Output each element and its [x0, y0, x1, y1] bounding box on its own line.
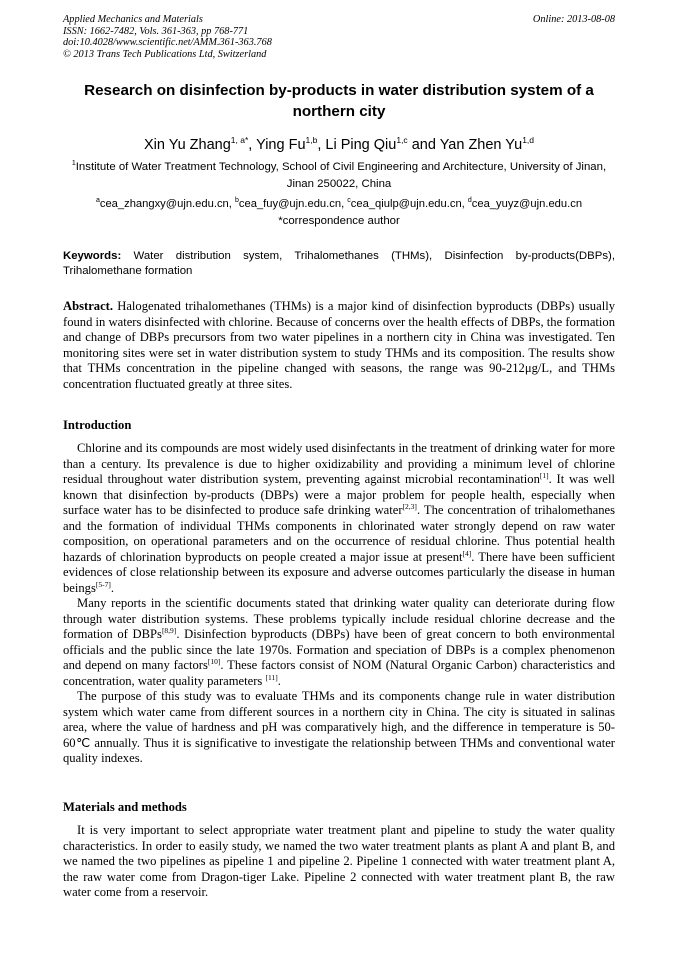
- journal-header: [63, 14, 615, 60]
- citation-ref[interactable]: [10]: [207, 657, 221, 666]
- methods-body: [63, 823, 615, 901]
- copyright-line: © 2013 Trans Tech Publications Ltd, Switzerland: [63, 48, 267, 60]
- introduction-heading: Introduction: [63, 418, 132, 432]
- paragraph-text: . There have been sufficient evidences of close relationship between its exposure and adverse outcomes particularly the disease in human beings: [63, 549, 615, 595]
- email-address[interactable]: cea_qiulp@ujn.edu.cn: [350, 198, 462, 210]
- author-affil-sup: 1,c: [396, 135, 408, 145]
- citation-ref[interactable]: [2,3]: [402, 502, 417, 511]
- email-separator: ,: [228, 198, 235, 210]
- journal-name: Applied Mechanics and Materials: [63, 14, 203, 25]
- author-name: Yan Zhen Yu: [439, 137, 523, 153]
- author-separator: and: [407, 137, 440, 153]
- paragraph-text: . It was well known that disinfection by-products (DBPs) were a major problem for people health, especially when surface water has to be disinfected to produce safe drinking water: [63, 472, 615, 517]
- author-affil-sup: 1, a*: [230, 135, 249, 145]
- author-separator: ,: [248, 137, 257, 153]
- email-list: [60, 193, 618, 212]
- email-sup: c: [347, 197, 351, 204]
- affiliation-sup: 1: [71, 160, 76, 167]
- body-paragraph: [63, 441, 615, 596]
- citation-ref[interactable]: [5-7]: [95, 579, 111, 589]
- email-separator: ,: [341, 198, 348, 210]
- body-paragraph: [63, 823, 615, 901]
- citation-ref[interactable]: [1]: [539, 471, 549, 480]
- body-paragraph: [63, 689, 615, 767]
- paragraph-text: . The concentration of trihalomethanes and the formation of individual THMs components in chlorinated water strongly depend on raw water composition, on operational parameters and on the occurrence of residual chlorine. Thus potential health hazards of chlorination byproducts on people created a major issue at present: [63, 503, 615, 564]
- email-address[interactable]: cea_yuyz@ujn.edu.cn: [471, 198, 583, 210]
- paragraph-text: It is very important to select appropriate water treatment plant and pipeline to study the water quality characteristics. In order to easily study, we named the two water treatment plants as plant A and plant B, and we named the two pipelines as pipeline 1 and pipeline 2. Pipeline 1 connected with water treatment plant A, the raw water come from Dragon-tiger Lake. Pipeline 2 connected with water treatment plant B, the raw water come from a reservoir.: [63, 823, 615, 899]
- email-sup: b: [234, 197, 239, 204]
- paragraph-text: Chlorine and its compounds are most widely used disinfectants in the treatment of drinking water for more than a century. Its prevalence is due to higher oxidizability and providing a minimum level of chlorine residual throughout water distribution system, preventing against microbial recontamination: [63, 441, 615, 486]
- author-separator: ,: [317, 137, 326, 153]
- body-paragraph: [63, 596, 615, 689]
- author-list: [60, 131, 618, 154]
- paragraph-text: The purpose of this study was to evaluate THMs and its components change rule in water distribution system which water came from different sources in a northern city in China. The city is situated in salinas area, where the value of hardness and pH was comparatively high, and the difference in temperature is 50-60℃ annually. Thus it is significative to investigate the relationship between THMs and conventional water quality indexes.: [63, 689, 615, 765]
- abstract-block: [63, 299, 615, 392]
- author-name: Ying Fu: [256, 137, 306, 153]
- citation-ref[interactable]: [8,9]: [161, 626, 177, 635]
- online-date: Online: 2013-08-08: [532, 14, 615, 25]
- email-address[interactable]: cea_zhangxy@ujn.edu.cn: [99, 198, 229, 210]
- affiliation-text: Institute of Water Treatment Technology, School of Civil Engineering and Architecture, University of Jinan, Jinan 250022, China: [75, 161, 607, 190]
- keywords-block: [63, 249, 615, 279]
- author-name: Xin Yu Zhang: [143, 137, 231, 153]
- email-sup: d: [467, 197, 472, 204]
- paragraph-text: .: [277, 673, 281, 688]
- email-separator: ,: [461, 198, 468, 210]
- email-sup: a: [95, 197, 100, 204]
- methods-heading: Materials and methods: [63, 800, 187, 814]
- keywords-text: Water distribution system, Trihalomethanes (THMs), Disinfection by-products(DBPs), Trihalomethane formation: [63, 250, 615, 277]
- abstract-text: Halogenated trihalomethanes (THMs) is a major kind of disinfection byproducts (DBPs) usually found in waters disinfected with chlorine. Because of concerns over the health effects of DBPs, the formation and change of DBPs precursors from two water pipelines in a northern city in China was investigated. Ten monitoring sites were set in water distribution system to study THMs and its composition. The results show that THMs concentration in the pipeline changed with seasons, the range was 90-212μg/L, and THMs concentration fluctuated greatly at three sites.: [63, 299, 615, 391]
- email-address[interactable]: cea_fuy@ujn.edu.cn: [238, 198, 342, 210]
- author-affil-sup: 1,b: [305, 135, 318, 145]
- keywords-label: Keywords:: [63, 250, 122, 262]
- citation-ref[interactable]: [11]: [265, 672, 278, 682]
- author-affil-sup: 1,d: [522, 135, 535, 145]
- doi-line: doi:10.4028/www.scientific.net/AMM.361-363.768: [63, 37, 272, 49]
- citation-ref[interactable]: [4]: [462, 548, 472, 558]
- author-name: Li Ping Qiu: [325, 137, 397, 153]
- paragraph-text: Many reports in the scientific documents stated that drinking water quality can deteriorate during flow through water distribution systems. These problems typically include residual chlorine decrease and the formation of DBPs: [63, 596, 615, 641]
- abstract-label: Abstract.: [63, 299, 114, 313]
- paragraph-text: . These factors consist of NOM (Natural Organic Carbon) characteristics and concentration, water quality parameters: [63, 658, 615, 688]
- affiliation: [63, 155, 615, 193]
- paragraph-text: .: [110, 580, 115, 595]
- paragraph-text: . Disinfection byproducts (DBPs) have been of great concern to both environmental officials and the public since the late 1970s. Formation and speciation of DBPs is a complex phenomenon and depend on many factors: [63, 627, 615, 672]
- issn-line: ISSN: 1662-7482, Vols. 361-363, pp 768-771: [63, 25, 249, 37]
- paper-title: Research on disinfection by-products in water distribution system of a northern city: [84, 82, 594, 120]
- introduction-body: [63, 441, 615, 767]
- correspondence-note: *correspondence author: [278, 215, 400, 227]
